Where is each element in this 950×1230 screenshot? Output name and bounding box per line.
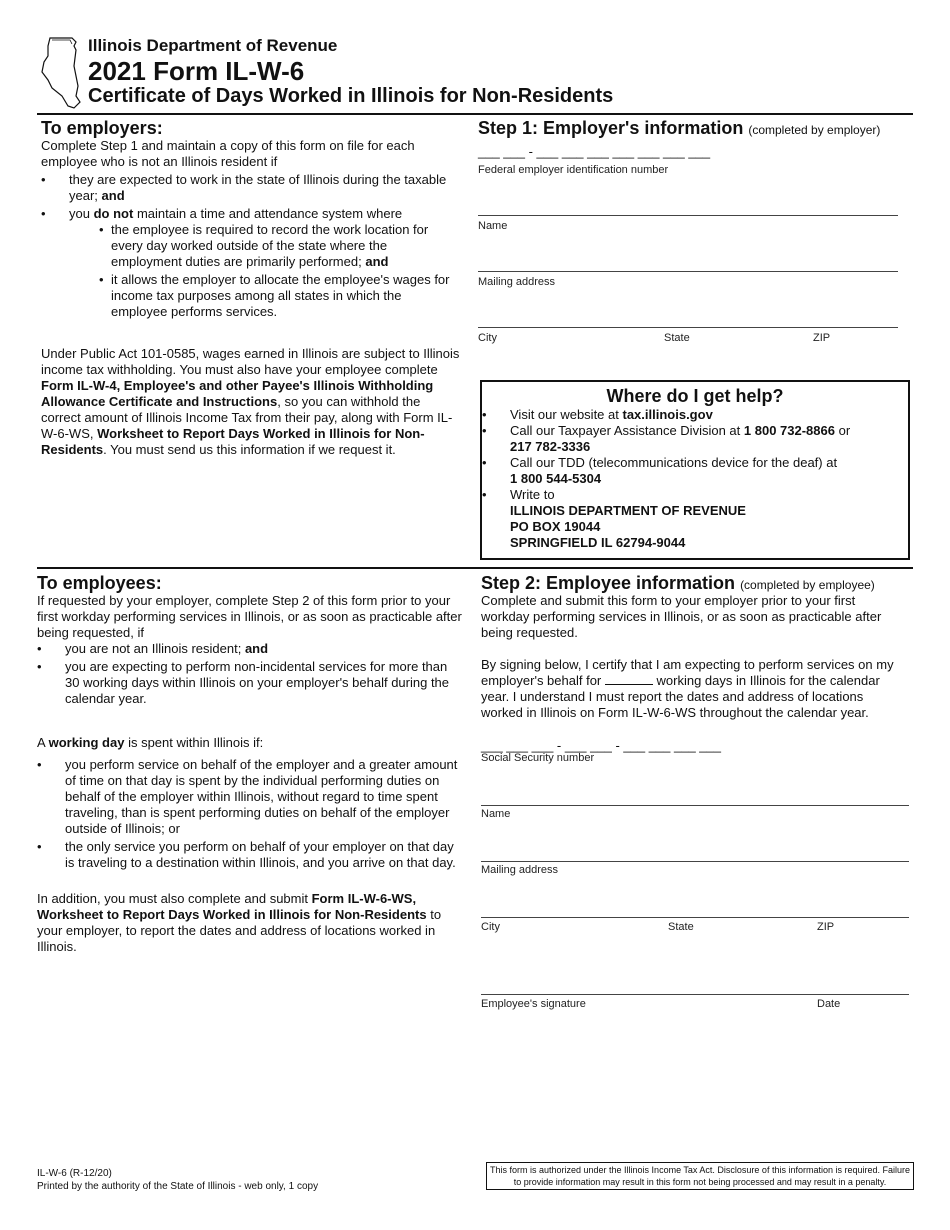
employer-state-label: State <box>664 332 690 344</box>
employee-city-label: City <box>481 921 500 933</box>
ssn-label: Social Security number <box>481 752 595 764</box>
employee-name-input[interactable] <box>481 804 909 806</box>
employees-intro: If requested by your employer, complete Step 2 of this form prior to your first workday performing services in Illinois, or as soon as practicable after being requested, if <box>37 593 462 640</box>
step2-intro: Complete and submit this form to your employer prior to your first workday performing services in Illinois, or as soon as practicable after being requested. <box>481 593 882 640</box>
help-write: • Write to ILLINOIS DEPARTMENT OF REVENUE PO BOX 19044 SPRINGFIELD IL 62794-9044 <box>482 487 908 551</box>
employer-address-label: Mailing address <box>478 276 556 288</box>
step2-heading: Step 2: Employee information (completed by employee) <box>481 573 875 593</box>
employees-instructions <box>37 593 465 955</box>
signature-date-label: Date <box>817 998 841 1010</box>
employer-city-label: City <box>478 332 497 344</box>
fein-input[interactable]: ___ ___ - ___ ___ ___ ___ ___ ___ ___ <box>478 144 711 159</box>
employers-instructions <box>41 138 466 320</box>
employee-state-label: State <box>668 921 694 933</box>
help-call: • Call our Taxpayer Assistance Division at 1 800 732-8866 or 217 782-3336 <box>482 423 908 455</box>
working-day-definition: A working day is spent within Illinois if: <box>37 735 264 750</box>
employees-bullet-1: • you are not an Illinois resident; and <box>37 641 465 657</box>
employers-paragraph-2: Under Public Act 101-0585, wages earned in Illinois are subject to Illinois income tax withholding. You must also have your employee complete Form IL-W-4, Employee's and other Payee's Illinois Withholding Allowance Certificate and Instructions, so you can withhold the correct amount of Illinois Income Tax from their pay, along with Form IL-W-6-WS, Worksheet to Report Days Worked in Illinois for Non-Residents. You must send us this information if we request it. <box>41 346 460 457</box>
employee-zip-label: ZIP <box>817 921 835 933</box>
fein-label: Federal employer identification number <box>478 164 669 176</box>
employee-address-input[interactable] <box>481 860 909 862</box>
employers-bullet-2: • you do not maintain a time and attendance system where <box>41 206 466 222</box>
employer-name-input[interactable] <box>478 214 898 216</box>
employers-heading: To employers: <box>41 118 163 138</box>
employees-bullet-2: • you are expecting to perform non-incidental services for more than 30 working days within Illinois on your employer's behalf during the calendar year. <box>37 659 465 707</box>
employers-subbullet-2: • it allows the employer to allocate the employee's wages for income tax purposes among all states in which the employee performs services. <box>99 272 459 320</box>
employee-signature-label: Employee's signature <box>481 998 586 1010</box>
employees-heading: To employees: <box>37 573 162 593</box>
employers-subbullet-1: • the employee is required to record the work location for every day worked outside of the state where the employment duties are primarily performed; and <box>99 222 459 270</box>
form-footer <box>37 1167 318 1193</box>
employer-name-label: Name <box>478 220 508 232</box>
step1-heading: Step 1: Employer's information (completed by employer) <box>478 118 881 138</box>
employees-paragraph-3: In addition, you must also complete and submit Form IL-W-6-WS, Worksheet to Report Days Worked in Illinois for Non-Residents to your employer, to report the dates and address of locations worked in Illinois. <box>37 891 442 954</box>
working-day-bullet-1: • you perform service on behalf of the employer and a greater amount of time on that day is spent by the individual performing duties on behalf of the employer within Illinois, without regard to time spent traveling, than is spent performing duties on behalf of the employer outside of Illinois; or <box>37 757 465 837</box>
working-day-bullet-2: • the only service you perform on behalf of your employer on that day is traveling to a destination within Illinois, and you arrive on that day. <box>37 839 465 871</box>
printed-by: Printed by the authority of the State of Illinois - web only, 1 copy <box>37 1181 319 1192</box>
step2-certification: By signing below, I certify that I am expecting to perform services on my employer's behalf for working days in Illinois for the calendar year. I understand I must report the dates and address of locations worked in Illinois on Form IL-W-6-WS throughout the calendar year. <box>481 657 894 720</box>
help-box <box>480 380 910 560</box>
employer-city-state-zip-input[interactable] <box>478 326 898 328</box>
form-code: IL-W-6 (R-12/20) <box>37 1168 112 1179</box>
employer-address-input[interactable] <box>478 270 898 272</box>
authorization-notice: This form is authorized under the Illinois Income Tax Act. Disclosure of this information is required. Failure to provide information may result in this form not being processed and may result in a penalty. <box>486 1162 914 1190</box>
illinois-state-outline-icon <box>40 36 86 110</box>
help-website: • Visit our website at tax.illinois.gov <box>482 407 908 423</box>
help-website-link[interactable]: tax.illinois.gov <box>622 407 713 422</box>
help-tdd: • Call our TDD (telecommunications device for the deaf) at 1 800 544-5304 <box>482 455 908 487</box>
employers-bullet-1: • they are expected to work in the state of Illinois during the taxable year; and <box>41 172 466 204</box>
department-name: Illinois Department of Revenue <box>88 36 338 55</box>
employee-address-label: Mailing address <box>481 864 559 876</box>
form-subtitle: Certificate of Days Worked in Illinois for Non-Residents <box>88 85 614 107</box>
employee-name-label: Name <box>481 808 511 820</box>
section-rule <box>37 567 913 569</box>
employee-signature-input[interactable] <box>481 993 909 995</box>
ssn-input[interactable]: ___ ___ ___ - ___ ___ - ___ ___ ___ ___ <box>481 738 721 753</box>
help-title: Where do I get help? <box>606 386 784 406</box>
step2-instructions <box>481 593 906 721</box>
employers-intro: Complete Step 1 and maintain a copy of this form on file for each employee who is not an Illinois resident if <box>41 138 415 169</box>
working-days-input[interactable] <box>605 684 653 685</box>
employee-city-state-zip-input[interactable] <box>481 916 909 918</box>
header-rule <box>37 113 913 115</box>
employer-zip-label: ZIP <box>813 332 831 344</box>
form-name: 2021 Form IL-W-6 <box>88 56 305 86</box>
